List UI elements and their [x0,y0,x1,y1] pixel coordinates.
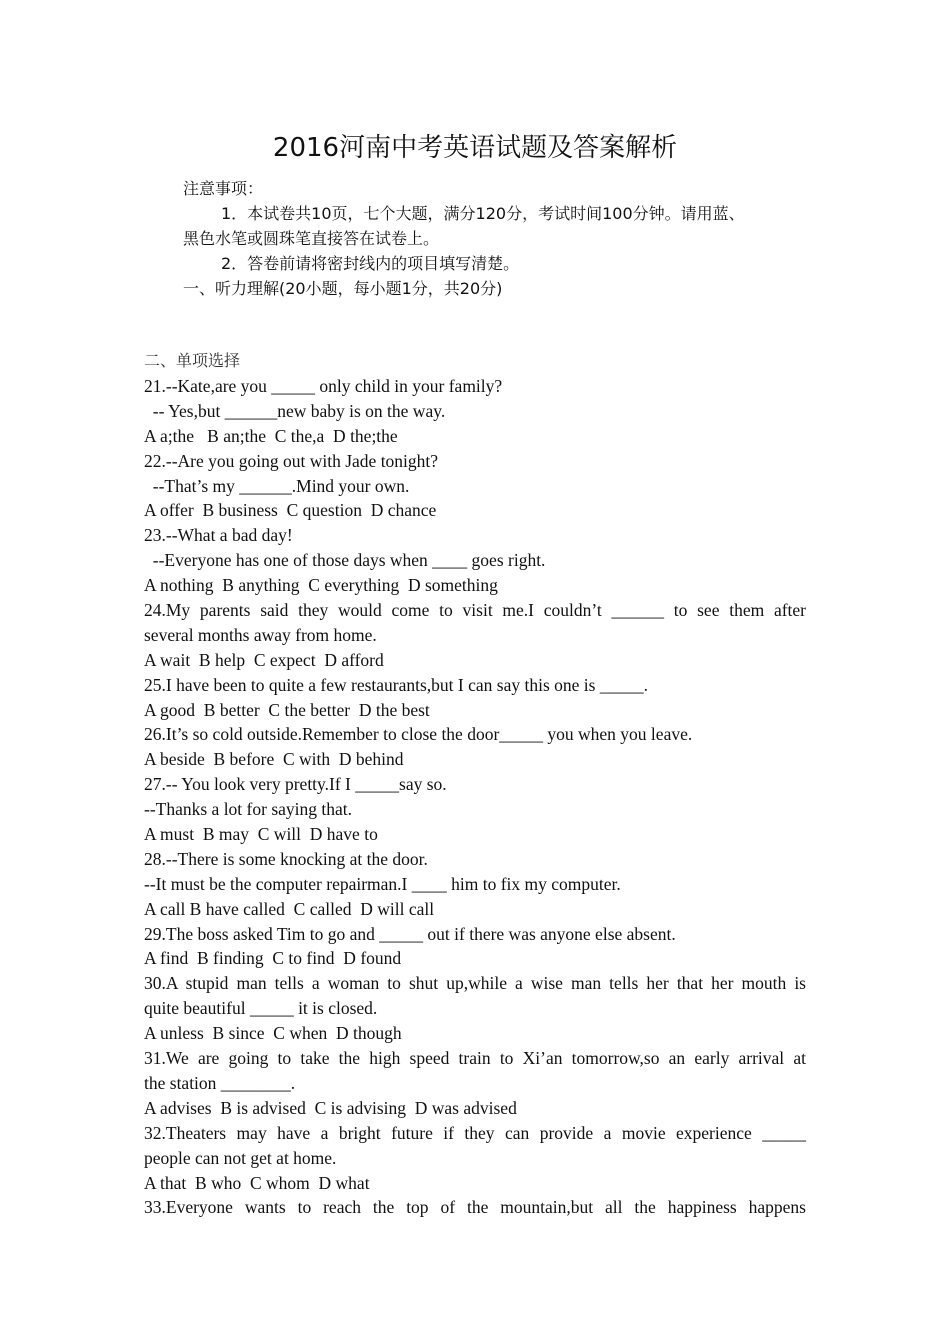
document-title: 2016河南中考英语试题及答案解析 [272,133,678,163]
answer-options: A good B better C the better D the best [144,699,430,720]
question-line: the station ________. [144,1072,296,1093]
question-line: -- Yes,but ______new baby is on the way. [144,400,446,421]
answer-options: A unless B since C when D though [144,1023,402,1044]
question-line: --Thanks a lot for saying that. [144,799,353,820]
question-line: 24.My parents said they would come to visit me.I couldn’t ______ to see them after [144,600,806,621]
question-line: --It must be the computer repairman.I ____ him to fix my computer. [144,873,621,894]
question-line: 27.-- You look very pretty.If I _____say so. [144,774,447,795]
question-list [144,374,806,1220]
answer-options: A find B finding C to find D found [144,948,402,969]
notice-item-1-line-2: 黑色水笔或圆珠笔直接答在试卷上。 [183,229,440,248]
part-1-heading: 一、听力理解(20小题，每小题1分，共20分) [183,279,503,298]
answer-options: A must B may C will D have to [144,824,378,845]
question-line: 31.We are going to take the high speed train to Xi’an tomorrow,so an early arrival at [144,1048,806,1069]
question-line: 23.--What a bad day! [144,525,293,546]
answer-options: A that B who C whom D what [144,1172,370,1193]
question-line: 33.Everyone wants to reach the top of the mountain,but all the happiness happens [144,1197,806,1218]
question-line: several months away from home. [144,624,377,645]
question-line: quite beautiful _____ it is closed. [144,998,378,1019]
question-line: 29.The boss asked Tim to go and _____ out if there was anyone else absent. [144,923,676,944]
answer-options: A wait B help C expect D afford [144,649,384,670]
question-line: people can not get at home. [144,1147,337,1168]
question-line: 26.It’s so cold outside.Remember to close the door_____ you when you leave. [144,724,693,745]
question-line: 28.--There is some knocking at the door. [144,848,428,869]
notice-heading: 注意事项： [183,179,264,198]
question-line: 32.Theaters may have a bright future if they can provide a movie experience _____ [144,1122,806,1143]
answer-options: A beside B before C with D behind [144,749,404,770]
question-line: 30.A stupid man tells a woman to shut up,while a wise man tells her that her mouth is [144,973,806,994]
notice-item-2 [183,251,813,276]
section-2-heading: 二、单项选择 [144,351,241,370]
answer-options: A offer B business C question D chance [144,500,437,521]
question-line: --That’s my ______.Mind your own. [144,475,410,496]
question-line: 25.I have been to quite a few restaurants,but I can say this one is _____. [144,674,648,695]
notice-item-1-line-1: 1．本试卷共10页，七个大题，满分120分，考试时间100分钟。请用蓝、 [221,204,745,223]
question-line: 21.--Kate,are you _____ only child in your family? [144,376,503,396]
question-line: 22.--Are you going out with Jade tonight? [144,450,439,471]
answer-options: A a;the B an;the C the,a D the;the [144,425,398,446]
answer-options: A nothing B anything C everything D something [144,575,498,596]
answer-options: A call B have called C called D will call [144,898,435,919]
notice-item-1 [183,201,813,226]
notice-item-2-text: 2．答卷前请将密封线内的项目填写清楚。 [221,254,520,273]
question-line: --Everyone has one of those days when ____ goes right. [144,550,546,571]
answer-options: A advises B is advised C is advising D was advised [144,1097,517,1118]
